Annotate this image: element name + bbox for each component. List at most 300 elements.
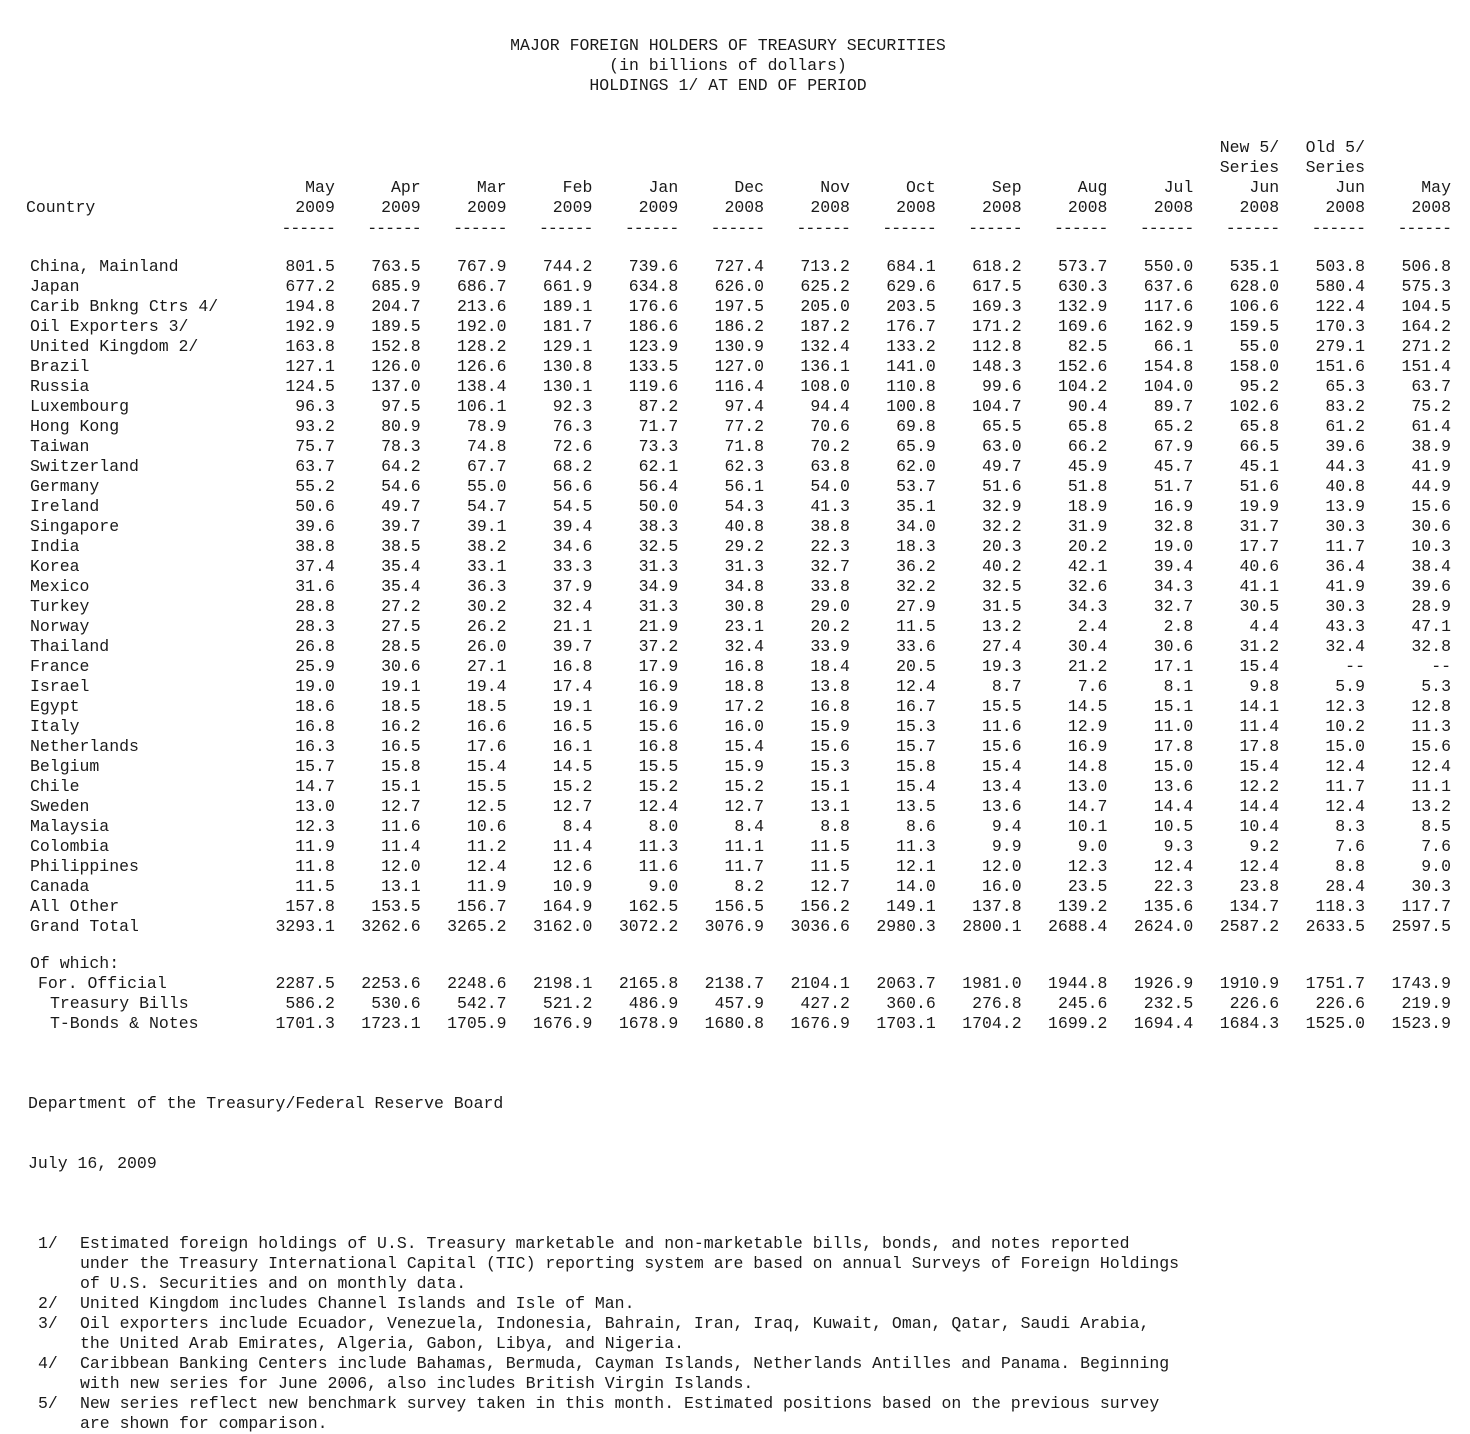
table-cell: 1525.0 (1305, 1014, 1365, 1033)
table-cell: 92.3 (552, 397, 593, 416)
table-cell: 12.7 (810, 877, 850, 896)
table-cell: 176.6 (628, 297, 679, 316)
row-label: Egypt (30, 697, 80, 716)
table-cell: 26.2 (466, 617, 507, 636)
table-row (26, 577, 1451, 597)
table-cell: 677.2 (285, 277, 335, 296)
table-row (26, 497, 1451, 517)
table-cell: 62.0 (896, 457, 936, 476)
table-cell: 232.5 (1143, 994, 1194, 1013)
table-cell: 50.0 (638, 497, 679, 516)
table-cell: 14.5 (552, 757, 593, 776)
table-cell: 1703.1 (876, 1014, 936, 1033)
table-cell: 14.8 (1067, 757, 1108, 776)
table-cell: 32.9 (982, 497, 1022, 516)
table-cell: 1680.8 (704, 1014, 765, 1033)
table-cell: 14.5 (1067, 697, 1108, 716)
table-cell: 8.2 (734, 877, 765, 896)
country-column-header: Country (26, 198, 96, 217)
row-label: Italy (30, 717, 80, 736)
footnote (38, 1394, 1466, 1434)
footnote-text: New series reflect new benchmark survey taken in this month. Estimated positions based on the previous survey are shown for comparison. (80, 1394, 1160, 1433)
table-cell: 11.6 (982, 717, 1022, 736)
table-cell: 15.4 (982, 757, 1022, 776)
release-date: July 16, 2009 (28, 1154, 157, 1173)
column-header (1365, 138, 1451, 218)
table-cell: 11.1 (1411, 777, 1451, 796)
table-cell: 15.0 (1153, 757, 1194, 776)
header-underline-spacer (26, 218, 249, 240)
column-header-pre2 (592, 158, 678, 178)
header-underline: ------ (710, 219, 765, 238)
table-cell: 15.3 (896, 717, 936, 736)
table-cell: 29.0 (810, 597, 850, 616)
table-cell: 28.4 (1325, 877, 1365, 896)
table-cell: 12.7 (381, 797, 421, 816)
table-cell: 47.1 (1411, 617, 1451, 636)
table-row (26, 317, 1451, 337)
table-cell: 61.2 (1325, 417, 1365, 436)
table-cell: 30.3 (1325, 517, 1365, 536)
table-cell: 192.9 (285, 317, 335, 336)
table-cell: 106.1 (457, 397, 507, 416)
table-cell: 219.9 (1401, 994, 1451, 1013)
row-label: Philippines (30, 857, 139, 876)
table-cell: 186.2 (714, 317, 765, 336)
table-cell: 124.5 (285, 377, 335, 396)
table-cell: 76.3 (552, 417, 593, 436)
table-cell: 12.6 (552, 857, 593, 876)
table-row (26, 757, 1451, 777)
table-cell: 1926.9 (1133, 974, 1194, 993)
header-underline: ------ (1139, 219, 1194, 238)
column-header-year: 2008 (1411, 198, 1451, 217)
table-cell: 31.6 (295, 577, 335, 596)
table-cell: 35.4 (381, 577, 421, 596)
table-cell: 19.1 (381, 677, 421, 696)
table-cell: 13.6 (1153, 777, 1194, 796)
table-cell: 18.9 (1067, 497, 1108, 516)
table-cell: 130.9 (714, 337, 765, 356)
table-cell: 14.4 (1153, 797, 1194, 816)
row-label: Belgium (30, 757, 100, 776)
table-cell: 104.7 (972, 397, 1022, 416)
table-cell: 65.3 (1325, 377, 1365, 396)
table-cell: 15.4 (1239, 657, 1280, 676)
table-cell: 99.6 (982, 377, 1022, 396)
table-cell: 40.2 (982, 557, 1022, 576)
table-cell: 203.5 (886, 297, 936, 316)
table-cell: 77.2 (724, 417, 765, 436)
document-title: MAJOR FOREIGN HOLDERS OF TREASURY SECURITIES (510, 36, 946, 55)
table-cell: 31.9 (1067, 517, 1108, 536)
column-header-pre1 (421, 138, 507, 158)
table-cell: 13.6 (982, 797, 1022, 816)
table-cell: 38.3 (638, 517, 679, 536)
row-label: Thailand (30, 637, 110, 656)
table-cell: 618.2 (972, 257, 1022, 276)
table-cell: 34.0 (896, 517, 936, 536)
table-cell: 2624.0 (1133, 917, 1194, 936)
table-cell: 503.8 (1315, 257, 1365, 276)
table-cell: 56.4 (638, 477, 679, 496)
table-cell: 3072.2 (618, 917, 679, 936)
of-which-label: Of which: (30, 954, 120, 973)
table-cell: 53.7 (896, 477, 936, 496)
table-cell: 16.9 (638, 677, 679, 696)
table-row (26, 657, 1451, 677)
table-cell: 21.2 (1067, 657, 1108, 676)
table-cell: 13.0 (1067, 777, 1108, 796)
column-header (1022, 138, 1108, 218)
table-cell: 13.9 (1325, 497, 1365, 516)
table-cell: 35.4 (381, 557, 421, 576)
table-cell: 15.0 (1325, 737, 1365, 756)
table-cell: 87.2 (638, 397, 679, 416)
table-cell: 28.5 (381, 637, 421, 656)
column-header-pre1 (1022, 138, 1108, 158)
table-cell: 15.7 (896, 737, 936, 756)
row-label: Turkey (30, 597, 90, 616)
table-cell: 685.9 (371, 277, 421, 296)
subtotal-row (26, 974, 1451, 994)
table-cell: 41.1 (1239, 577, 1280, 596)
table-cell: 27.9 (896, 597, 936, 616)
table-cell: 63.0 (982, 437, 1022, 456)
table-cell: 1910.9 (1219, 974, 1280, 993)
row-label: India (30, 537, 80, 556)
table-cell: 139.2 (1057, 897, 1108, 916)
table-cell: 12.4 (1325, 757, 1365, 776)
table-cell: 69.8 (896, 417, 936, 436)
row-label: Mexico (30, 577, 90, 596)
table-cell: 75.2 (1411, 397, 1451, 416)
table-cell: 63.7 (1411, 377, 1451, 396)
column-header-month: Sep (991, 178, 1022, 197)
column-header (335, 138, 421, 218)
table-cell: 12.3 (1325, 697, 1365, 716)
table-cell: 17.8 (1239, 737, 1280, 756)
table-cell: 9.0 (648, 877, 679, 896)
column-header-pre1 (1107, 138, 1193, 158)
column-header-month: Dec (734, 178, 765, 197)
table-cell: 31.3 (638, 557, 679, 576)
table-cell: 11.6 (638, 857, 679, 876)
table-row (26, 677, 1451, 697)
table-cell: 71.7 (638, 417, 679, 436)
table-cell: 54.0 (810, 477, 850, 496)
table-cell: 163.8 (285, 337, 335, 356)
table-cell: 17.6 (466, 737, 507, 756)
of-which-row (26, 954, 1451, 974)
holdings-table (26, 138, 1451, 1034)
table-cell: 78.9 (466, 417, 507, 436)
table-cell: 104.5 (1401, 297, 1451, 316)
table-cell: 684.1 (886, 257, 936, 276)
column-header (1193, 138, 1279, 218)
table-cell: 89.7 (1153, 397, 1194, 416)
table-cell: 2248.6 (447, 974, 507, 993)
table-cell: 141.0 (886, 357, 936, 376)
column-header-pre1 (249, 138, 335, 158)
table-cell: 18.5 (466, 697, 507, 716)
header-underline: ------ (538, 219, 593, 238)
table-cell: 573.7 (1057, 257, 1108, 276)
table-cell: 16.8 (295, 717, 335, 736)
table-cell: 2688.4 (1048, 917, 1108, 936)
table-cell: 9.3 (1163, 837, 1194, 856)
table-cell: 580.4 (1315, 277, 1365, 296)
table-cell: 42.1 (1067, 557, 1108, 576)
table-cell: 17.1 (1153, 657, 1194, 676)
table-cell: 2597.5 (1391, 917, 1451, 936)
footnotes (38, 1234, 1466, 1434)
table-cell: 34.3 (1067, 597, 1108, 616)
table-cell: 16.9 (1153, 497, 1194, 516)
table-cell: 27.4 (982, 637, 1022, 656)
table-cell: 156.7 (457, 897, 507, 916)
table-cell: 157.8 (285, 897, 335, 916)
row-label: Grand Total (30, 917, 139, 936)
row-label: Switzerland (30, 457, 139, 476)
table-cell: 542.7 (457, 994, 507, 1013)
table-cell: 744.2 (542, 257, 593, 276)
row-label: For. Official (38, 974, 167, 993)
table-cell: 11.4 (552, 837, 593, 856)
row-label: Norway (30, 617, 90, 636)
table-cell: 11.7 (1325, 537, 1365, 556)
table-cell: 16.5 (552, 717, 593, 736)
table-cell: 686.7 (457, 277, 507, 296)
row-label: China, Mainland (30, 257, 179, 276)
column-header-pre1 (936, 138, 1022, 158)
table-cell: 11.2 (466, 837, 507, 856)
table-cell: 1723.1 (361, 1014, 421, 1033)
table-cell: 149.1 (886, 897, 936, 916)
column-header-pre1 (850, 138, 936, 158)
table-cell: 33.9 (810, 637, 850, 656)
table-cell: 1676.9 (532, 1014, 593, 1033)
table-cell: 12.4 (1153, 857, 1194, 876)
table-cell: 15.8 (896, 757, 936, 776)
table-cell: 11.3 (896, 837, 936, 856)
table-row (26, 717, 1451, 737)
column-header-pre2 (1365, 158, 1451, 178)
table-cell: 9.8 (1249, 677, 1280, 696)
table-cell: 360.6 (886, 994, 936, 1013)
table-row (26, 597, 1451, 617)
column-header-pre1 (678, 138, 764, 158)
table-cell: 2165.8 (618, 974, 679, 993)
column-header-pre1: New 5/ (1219, 138, 1280, 157)
row-label: Russia (30, 377, 90, 396)
table-cell: 61.4 (1411, 417, 1451, 436)
document-subtitle-period: HOLDINGS 1/ AT END OF PERIOD (589, 76, 867, 95)
table-cell: 586.2 (285, 994, 335, 1013)
table-cell: 9.0 (1421, 857, 1451, 876)
header-underline-row (26, 218, 1451, 240)
table-row (26, 697, 1451, 717)
table-cell: 10.9 (552, 877, 593, 896)
table-cell: 9.0 (1077, 837, 1108, 856)
table-cell: 50.6 (295, 497, 335, 516)
table-cell: 18.4 (810, 657, 850, 676)
table-cell: 12.4 (896, 677, 936, 696)
table-cell: 629.6 (886, 277, 936, 296)
table-cell: 38.8 (810, 517, 850, 536)
table-cell: 11.5 (295, 877, 335, 896)
table-cell: 176.7 (886, 317, 936, 336)
footnote (38, 1354, 1466, 1394)
table-cell: 132.4 (800, 337, 850, 356)
table-cell: 22.3 (1153, 877, 1194, 896)
table-cell: 38.2 (466, 537, 507, 556)
column-header-pre2 (936, 158, 1022, 178)
table-cell: 15.6 (1411, 737, 1451, 756)
table-cell: 63.8 (810, 457, 850, 476)
footnote-number: 2/ (38, 1294, 58, 1313)
table-cell: 15.4 (1239, 757, 1280, 776)
table-cell: 15.6 (638, 717, 679, 736)
table-row (26, 917, 1451, 937)
row-label: Hong Kong (30, 417, 120, 436)
table-cell: 30.8 (724, 597, 765, 616)
table-cell: 159.5 (1229, 317, 1280, 336)
table-row (26, 637, 1451, 657)
column-header-pre2 (678, 158, 764, 178)
table-cell: 18.8 (724, 677, 765, 696)
document-subtitle-units: (in billions of dollars) (609, 56, 847, 75)
table-row (26, 877, 1451, 897)
table-cell: 30.6 (1153, 637, 1194, 656)
table-cell: 118.3 (1315, 897, 1365, 916)
table-cell: 763.5 (371, 257, 421, 276)
table-cell: 26.0 (466, 637, 507, 656)
column-header-year: 2008 (982, 198, 1022, 217)
table-cell: 2633.5 (1305, 917, 1365, 936)
row-label: Singapore (30, 517, 120, 536)
table-row (26, 477, 1451, 497)
table-row (26, 337, 1451, 357)
table-row (26, 617, 1451, 637)
table-cell: 117.6 (1143, 297, 1194, 316)
table-cell: 17.4 (552, 677, 593, 696)
column-header-pre1: Old 5/ (1305, 138, 1365, 157)
column-header-year: 2009 (381, 198, 421, 217)
table-cell: 39.6 (295, 517, 335, 536)
table-cell: 119.6 (628, 377, 679, 396)
table-cell: 75.7 (295, 437, 335, 456)
table-row (26, 897, 1451, 917)
table-cell: 8.4 (734, 817, 765, 836)
table-cell: 427.2 (800, 994, 850, 1013)
column-header (507, 138, 593, 218)
header-underline: ------ (453, 219, 507, 238)
table-cell: 28.8 (295, 597, 335, 616)
table-cell: 1705.9 (447, 1014, 507, 1033)
table-cell: 530.6 (371, 994, 421, 1013)
table-cell: 25.9 (295, 657, 335, 676)
table-cell: 34.3 (1153, 577, 1194, 596)
table-cell: 38.4 (1411, 557, 1451, 576)
row-label: Sweden (30, 797, 90, 816)
table-cell: 15.1 (1153, 697, 1194, 716)
table-cell: 133.2 (886, 337, 936, 356)
table-cell: 2253.6 (361, 974, 421, 993)
table-cell: 16.5 (381, 737, 421, 756)
table-cell: 12.4 (1325, 797, 1365, 816)
table-cell: 16.8 (810, 697, 850, 716)
table-cell: 16.6 (466, 717, 507, 736)
table-cell: 134.7 (1229, 897, 1280, 916)
table-cell: 13.2 (1411, 797, 1451, 816)
table-cell: 32.7 (1153, 597, 1194, 616)
table-cell: 521.2 (542, 994, 593, 1013)
table-cell: 15.5 (638, 757, 679, 776)
table-cell: 10.4 (1239, 817, 1280, 836)
column-header-year: 2008 (1153, 198, 1194, 217)
column-header-month: Aug (1077, 178, 1108, 197)
table-cell: 108.0 (800, 377, 850, 396)
footnote-text: Oil exporters include Ecuador, Venezuela, Indonesia, Bahrain, Iran, Iraq, Kuwait, Oman, Qatar, Saudi Arabia, the United Arab Emirates, Algeria, Gabon, Libya, and Nigeria. (80, 1314, 1150, 1353)
table-cell: 637.6 (1143, 277, 1194, 296)
table-cell: 2104.1 (790, 974, 850, 993)
row-label: Oil Exporters 3/ (30, 317, 189, 336)
table-cell: 2800.1 (962, 917, 1022, 936)
header-underline: ------ (367, 219, 421, 238)
table-cell: 11.5 (896, 617, 936, 636)
table-cell: 713.2 (800, 257, 850, 276)
table-cell: 55.0 (466, 477, 507, 496)
table-cell: 2980.3 (876, 917, 936, 936)
table-cell: 153.5 (371, 897, 421, 916)
table-cell: 739.6 (628, 257, 679, 276)
table-cell: 31.3 (638, 597, 679, 616)
table-cell: 51.7 (1153, 477, 1194, 496)
table-cell: 104.2 (1057, 377, 1108, 396)
table-cell: 12.3 (1067, 857, 1108, 876)
table-cell: 15.6 (1411, 497, 1451, 516)
table-cell: 9.9 (991, 837, 1022, 856)
table-row (26, 777, 1451, 797)
table-cell: 486.9 (628, 994, 679, 1013)
table-cell: 16.1 (552, 737, 593, 756)
table-cell: 44.9 (1411, 477, 1451, 496)
table-cell: 34.9 (638, 577, 679, 596)
table-row (26, 837, 1451, 857)
table-cell: 16.2 (381, 717, 421, 736)
table-cell: 67.7 (466, 457, 507, 476)
table-cell: 17.9 (638, 657, 679, 676)
column-header-pre1 (507, 138, 593, 158)
table-cell: 279.1 (1315, 337, 1365, 356)
table-cell: 204.7 (371, 297, 421, 316)
table-cell: 132.9 (1057, 297, 1108, 316)
table-cell: 162.9 (1143, 317, 1194, 336)
table-cell: 12.7 (724, 797, 765, 816)
table-cell: 49.7 (982, 457, 1022, 476)
table-cell: 11.1 (724, 837, 765, 856)
column-header-year: 2009 (466, 198, 507, 217)
table-cell: 16.9 (1067, 737, 1108, 756)
table-row (26, 737, 1451, 757)
table-cell: 3076.9 (704, 917, 765, 936)
header-underline: ------ (1225, 219, 1280, 238)
table-row (26, 817, 1451, 837)
table-cell: 127.0 (714, 357, 765, 376)
table-cell: 181.7 (542, 317, 593, 336)
table-cell: 32.4 (552, 597, 593, 616)
